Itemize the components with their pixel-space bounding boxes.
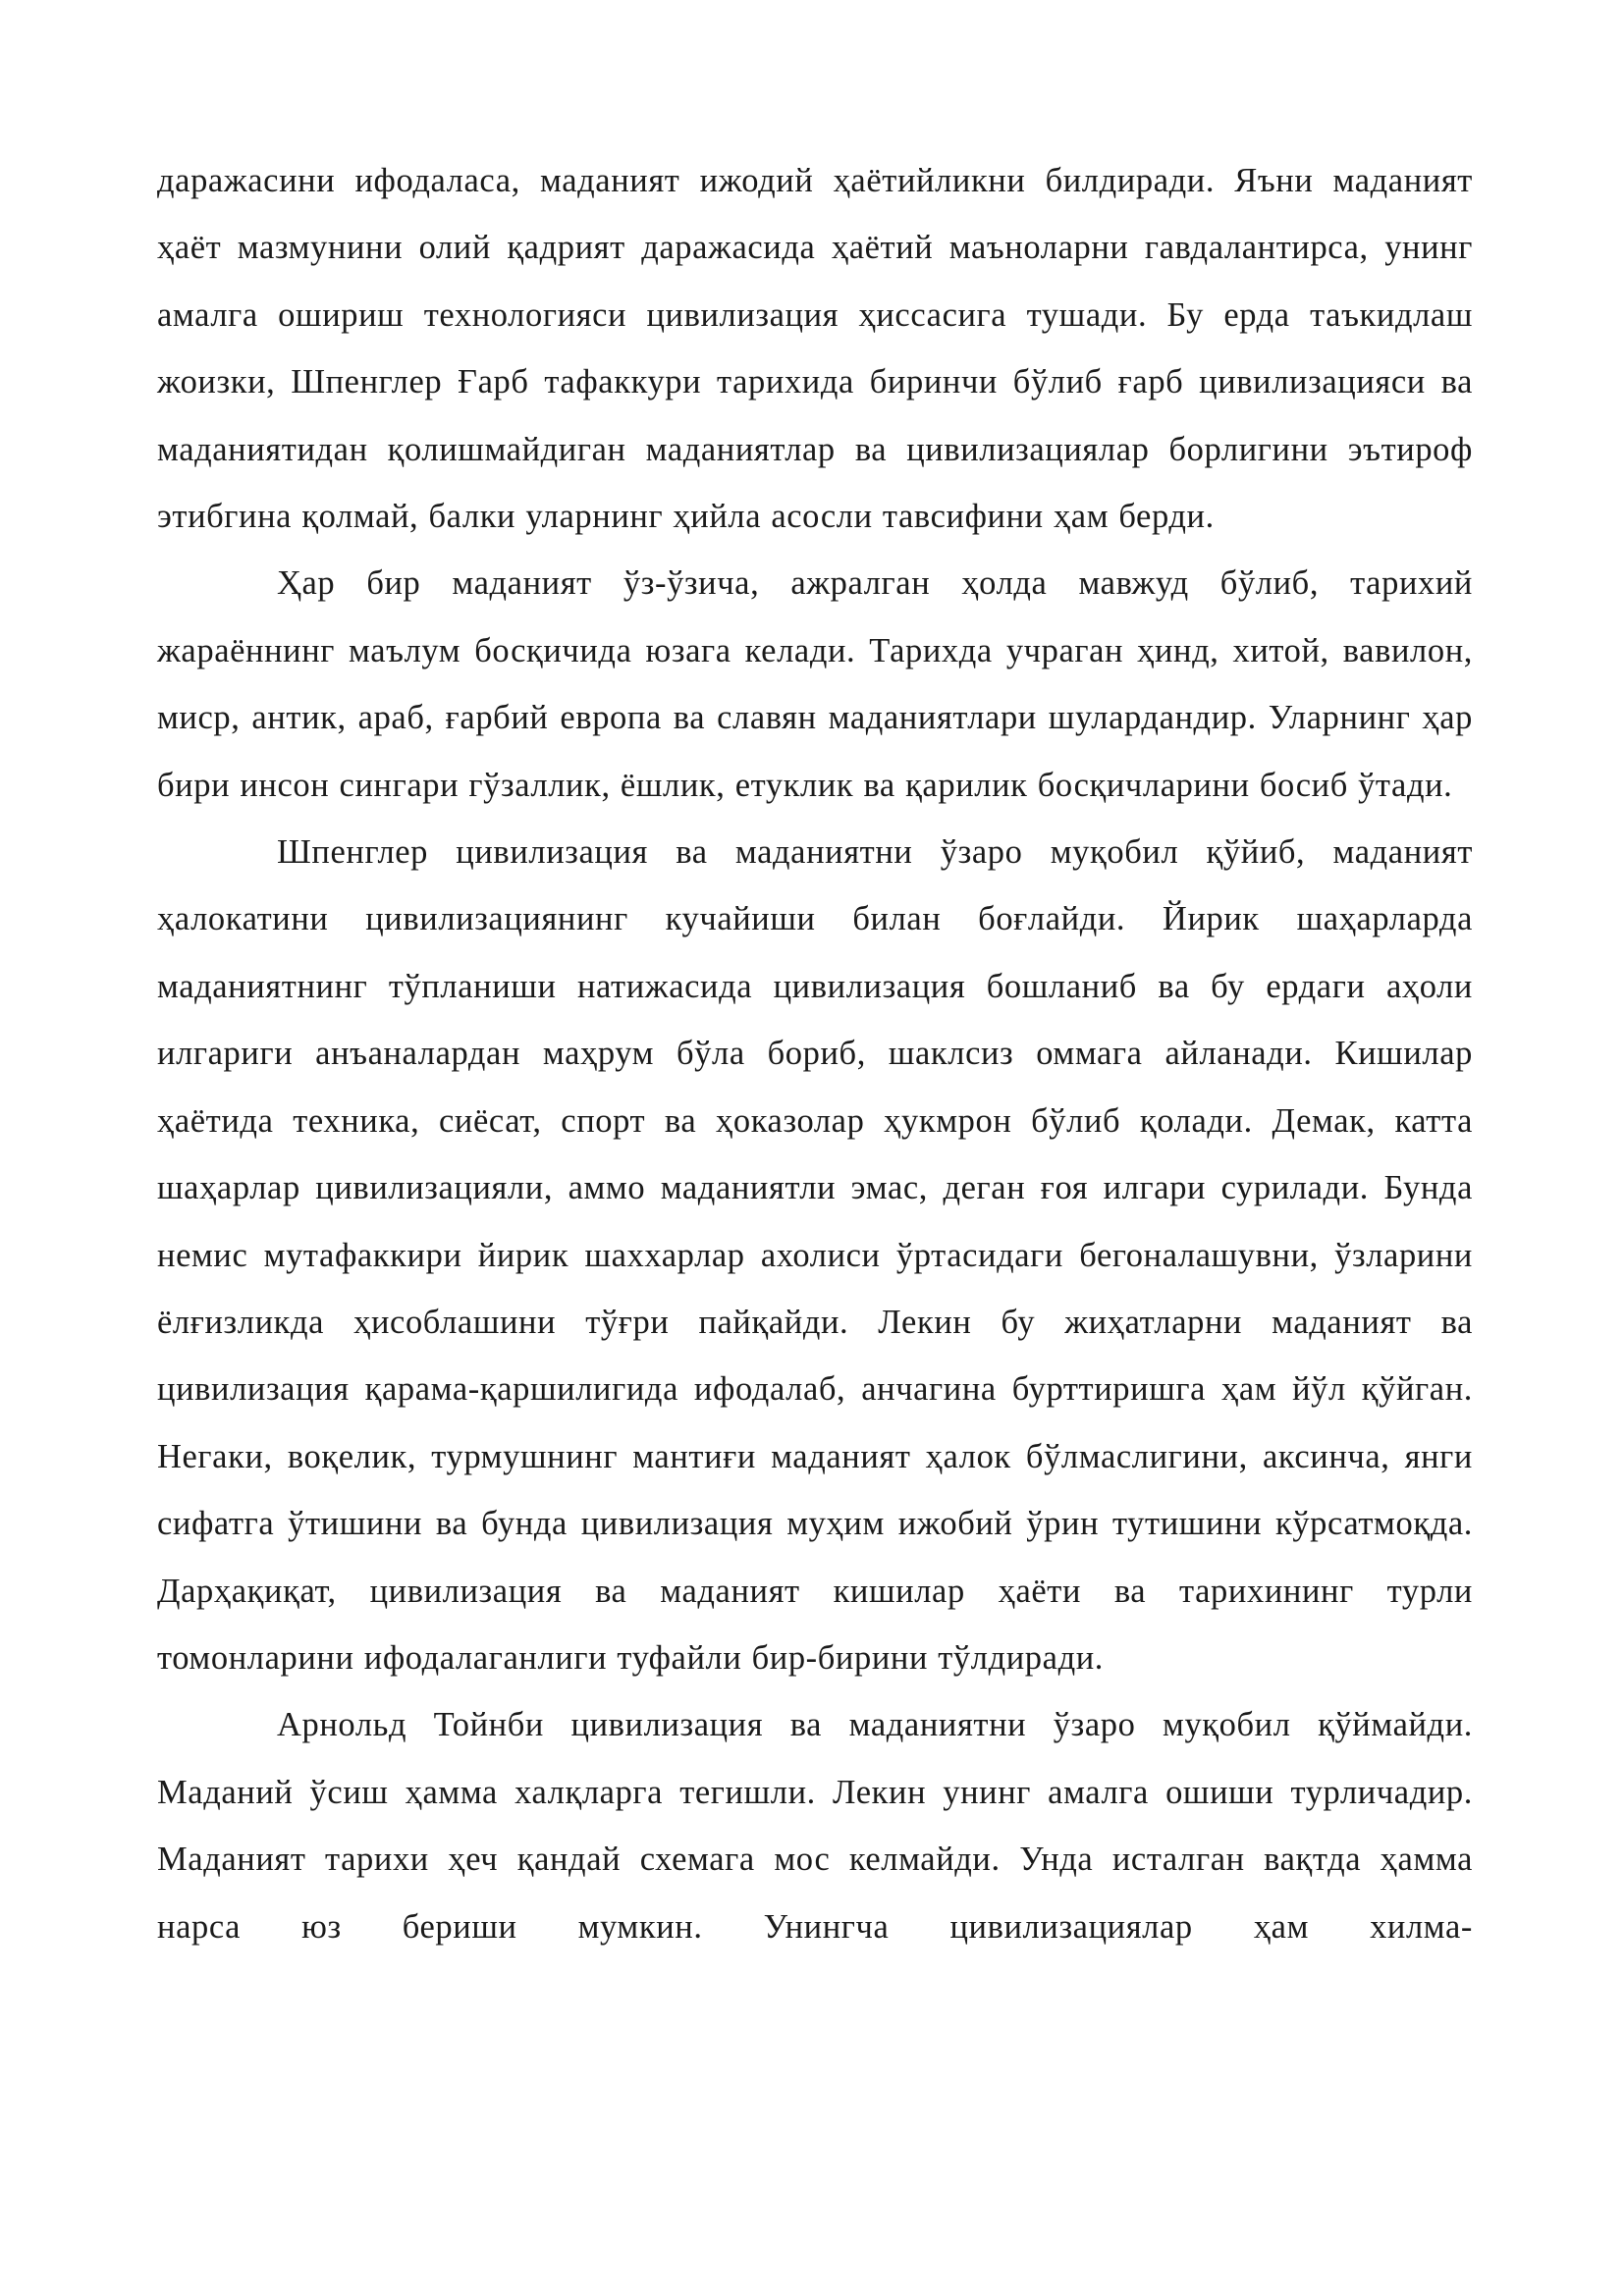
paragraph-1: даражасини ифодаласа, маданият ижодий ҳаётийликни билдиради. Яъни маданият ҳаёт мазмунини олий қадрият даражасида ҳаётий маъноларни гавдалантирса, унинг амалга ошириш технологияси цивилизация ҳиссасига тушади. Бу ерда таъкидлаш жоизки, Шпенглер Ғарб тафаккури тарихида биринчи бўлиб ғарб цивилизацияси ва маданиятидан қолишмайдиган маданиятлар ва цивилизациялар борлигини эътироф этибгина қолмай, балки уларнинг ҳийла асосли тавсифини ҳам берди. <box>157 162 1473 536</box>
paragraph-2: Ҳар бир маданият ўз-ўзича, ажралган ҳолда мавжуд бўлиб, тарихий жараённинг маълум босқичида юзага келади. Тарихда учраган ҳинд, хитой, вавилон, миср, антик, араб, ғарбий европа ва славян маданиятлари шулардандир. Уларнинг ҳар бири инсон сингари гўзаллик, ёшлик, етуклик ва қарилик босқичларини босиб ўтади. <box>157 564 1473 804</box>
paragraph-4: Арнольд Тойнби цивилизация ва маданиятни ўзаро муқобил қўймайди. Маданий ўсиш ҳамма халқларга тегишли. Лекин унинг амалга ошиши турличадир. Маданият тарихи ҳеч қандай схемага мос келмайди. Унда исталган вақтда ҳамма нарса юз бериши мумкин. Унингча цивилизациялар ҳам хилма- <box>157 1706 1473 1946</box>
document-page <box>157 147 1473 1960</box>
paragraph-3: Шпенглер цивилизация ва маданиятни ўзаро муқобил қўйиб, маданият ҳалокатини цивилизациянинг кучайиши билан боғлайди. Йирик шаҳарларда маданиятнинг тўпланиши натижасида цивилизация бошланиб ва бу ердаги аҳоли илгариги анъаналардан маҳрум бўла бориб, шаклсиз оммага айланади. Кишилар ҳаётида техника, сиёсат, спорт ва ҳоказолар ҳукмрон бўлиб қолади. Демак, катта шаҳарлар цивилизацияли, аммо маданиятли эмас, деган ғоя илгари сурилади. Бунда немис мутафаккири йирик шаххарлар ахолиси ўртасидаги бегоналашувни, ўзларини ёлғизликда ҳисоблашини тўғри пайқайди. Лекин бу жиҳатларни маданият ва цивилизация қарама-қаршилигида ифодалаб, анчагина бурттиришга ҳам йўл қўйган. Негаки, воқелик, турмушнинг мантиғи маданият ҳалок бўлмаслигини, аксинча, янги сифатга ўтишини ва бунда цивилизация муҳим ижобий ўрин тутишини кўрсатмоқда. Дарҳақиқат, цивилизация ва маданият кишилар ҳаёти ва тарихининг турли томонларини ифодалаганлиги туфайли бир-бирини тўлдиради. <box>157 833 1473 1677</box>
